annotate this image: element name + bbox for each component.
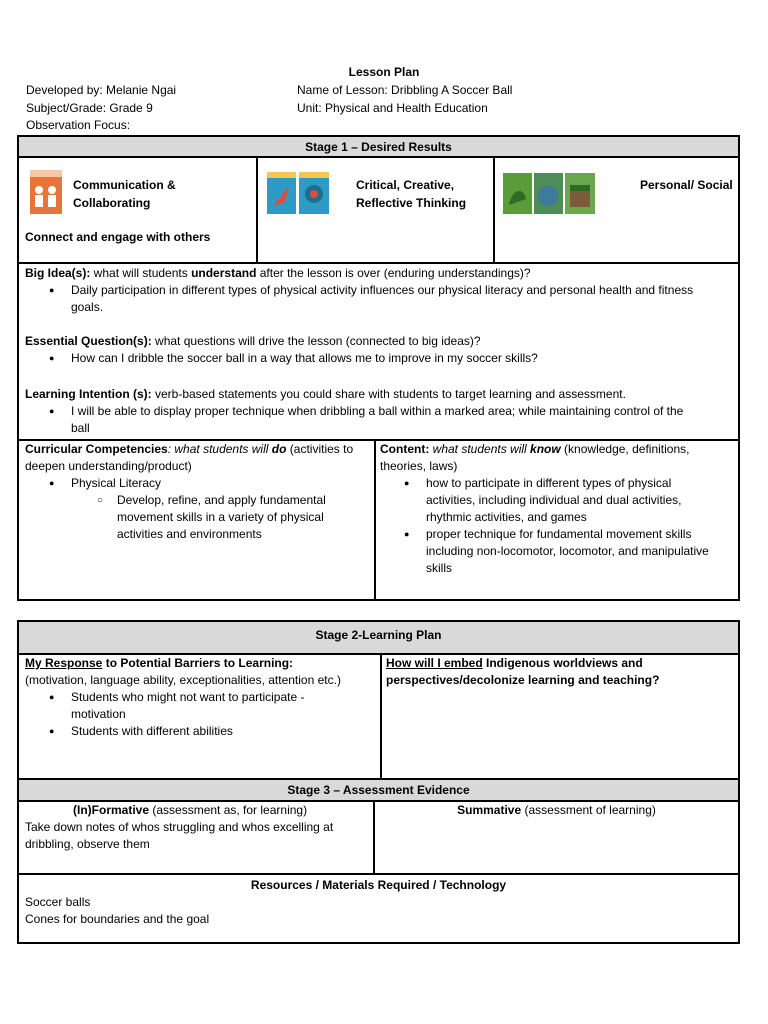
personal-social-icon xyxy=(503,173,595,214)
list-item: ● I will be able to display proper technique when dribbling a ball within a marked area; while maintaining control of the ball xyxy=(71,403,737,437)
observation-focus: Observation Focus: xyxy=(26,118,131,132)
content-section: Content: what students will know (knowledge, definitions, theories, laws) ● how to participate in different types of physical activities, including individual and dual activities, rhythmic activities, and games ● proper technique for fundamental movement skills including non-locomotor, locomotor, and manipulative skills xyxy=(380,441,736,577)
indigenous-section: How will I embed Indigenous worldviews and perspectives/decolonize learning and teaching? xyxy=(386,656,660,687)
resources-title: Resources / Materials Required / Technology xyxy=(250,878,507,892)
page-title: Lesson Plan xyxy=(348,65,420,79)
curricular-competencies: Curricular Competencies: what students will do (activities to deepen understanding/product) ● Physical Literacy ○ Develop, refine, and apply fundamental movement skills in a variety of physical activities and environments xyxy=(25,441,373,543)
list-item: Cones for boundaries and the goal xyxy=(25,912,210,926)
summative-section: Summative (assessment of learning) xyxy=(457,803,656,817)
stage1-title: Stage 1 – Desired Results xyxy=(19,137,738,157)
big-ideas-section: Big Idea(s): what will students understand after the lesson is over (enduring understandings)? ● Daily participation in different types of physical activity influences our physical literacy and personal health and fitness goals. xyxy=(25,265,737,316)
stage1-table xyxy=(17,135,740,601)
competency-thinking: Critical, Creative, Reflective Thinking xyxy=(258,158,493,262)
stage2-table xyxy=(17,620,740,944)
list-item: ● how to participate in different types of physical activities, including individual and dual activities, rhythmic activities, and games xyxy=(426,475,736,526)
competency-personal-social: Personal/ Social xyxy=(495,158,738,262)
list-item: ● proper technique for fundamental movement skills including non-locomotor, locomotor, and manipulative skills xyxy=(426,526,736,577)
list-item: ● Physical Literacy xyxy=(71,475,373,492)
resources-list xyxy=(25,894,209,928)
learning-intention-section: Learning Intention (s): verb-based statements you could share with students to target learning and assessment. ● I will be able to display proper technique when dribbling a ball within a marked area; while maintaining control of the ball xyxy=(25,386,737,437)
formative-section: (In)Formative (assessment as, for learning) Take down notes of whos struggling and whos excelling at dribbling, observe them xyxy=(25,803,334,851)
list-item: ● How can I dribble the soccer ball in a way that allows me to improve in my soccer skills? xyxy=(71,350,737,367)
list-item: ● Daily participation in different types of physical activity influences our physical literacy and personal health and fitness goals. xyxy=(71,282,737,316)
barriers-section: My Response to Potential Barriers to Learning: (motivation, language ability, exceptionalities, attention etc.) ● Students who might not want to participate - motivation ● Students with different abilities xyxy=(25,655,377,740)
thinking-icon xyxy=(267,172,329,214)
lesson-name: Name of Lesson: Dribbling A Soccer Ball xyxy=(297,83,513,97)
list-item: ● Students who might not want to participate - motivation xyxy=(71,689,377,723)
stage3-title: Stage 3 – Assessment Evidence xyxy=(19,780,738,801)
stage2-title: Stage 2-Learning Plan xyxy=(19,622,738,653)
subject-grade: Subject/Grade: Grade 9 xyxy=(26,101,153,115)
list-item: ○ Develop, refine, and apply fundamental movement skills in a variety of physical activities and environments xyxy=(117,492,373,543)
competency-communication: Communication & Collaborating Connect and engage with others xyxy=(19,158,256,262)
developed-by: Developed by: Melanie Ngai xyxy=(26,83,177,97)
unit: Unit: Physical and Health Education xyxy=(297,101,488,115)
list-item: Soccer balls xyxy=(25,895,91,909)
list-item: ● Students with different abilities xyxy=(71,723,377,740)
essential-question-section: Essential Question(s): what questions will drive the lesson (connected to big ideas)? ● How can I dribble the soccer ball in a way that allows me to improve in my soccer skills? xyxy=(25,333,737,367)
communication-icon xyxy=(30,170,62,214)
